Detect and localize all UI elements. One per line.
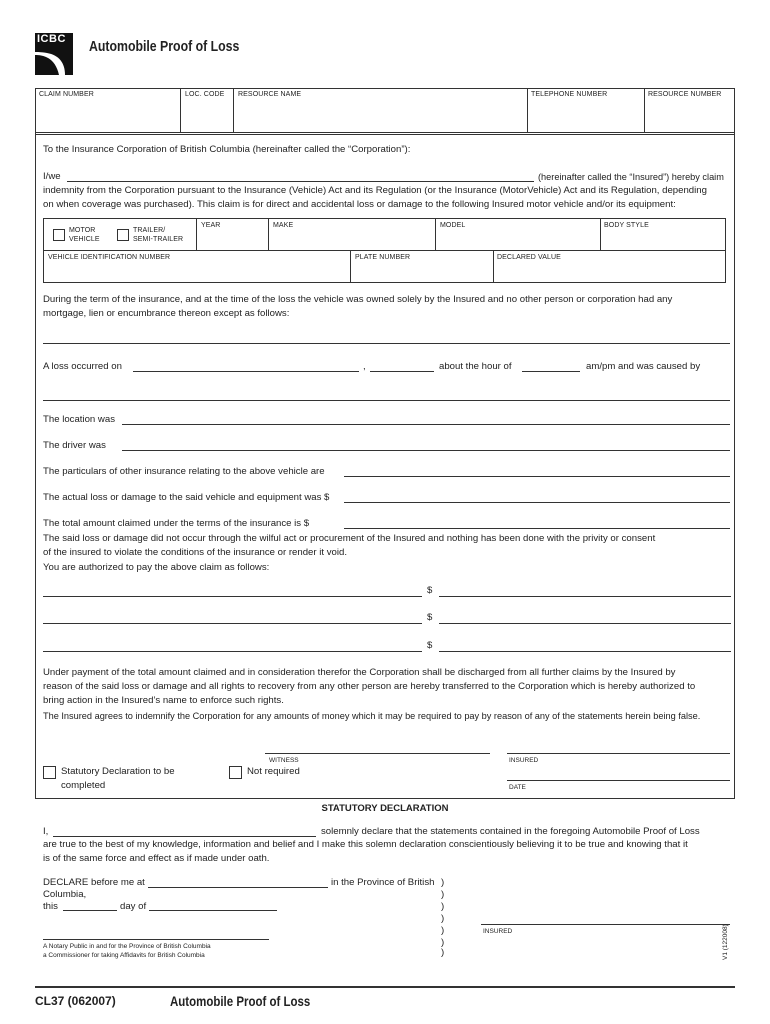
- paren-3: ): [441, 901, 445, 912]
- vin-label: VEHICLE IDENTIFICATION NUMBER: [48, 254, 171, 261]
- logo-swoosh-icon: [35, 45, 73, 75]
- body-style-label: BODY STYLE: [604, 222, 649, 229]
- wilful-line1: The said loss or damage did not occur through the wilful act or procurement of the Insured and nothing has been done with the privity or consent: [43, 533, 656, 544]
- paren-5: ): [441, 925, 445, 936]
- version-code: V1 (122008): [722, 924, 729, 960]
- plate-label: PLATE NUMBER: [355, 254, 411, 261]
- loss-comma: ,: [363, 361, 366, 372]
- loss-hour-field[interactable]: [522, 371, 580, 372]
- icbc-logo: [35, 33, 73, 75]
- payee-2-dollar: $: [427, 612, 433, 623]
- stat-decl-checkbox[interactable]: [43, 766, 56, 779]
- intro-para-line3: on when coverage was purchased). This claim is for direct and accidental loss or damage to the following Insured motor vehicle and/or its equipment:: [43, 199, 676, 210]
- statutory-heading: STATUTORY DECLARATION: [321, 803, 449, 814]
- stat-insured-label: INSURED: [483, 928, 513, 935]
- loss-occurred-label: A loss occurred on: [43, 361, 122, 372]
- loc-code-label: LOC. CODE: [185, 91, 225, 98]
- stat-line2: are true to the best of my knowledge, information and belief and I make this solemn declaration conscientiously believing it to be true and knowing that it: [43, 839, 688, 850]
- location-field[interactable]: [122, 424, 730, 425]
- day-field[interactable]: [63, 910, 117, 911]
- location-label: The location was: [43, 414, 115, 425]
- insured-signature-line[interactable]: [507, 753, 730, 754]
- encumbrance-field[interactable]: [43, 343, 730, 344]
- iwe-field[interactable]: [67, 181, 534, 182]
- loss-date-field[interactable]: [133, 371, 359, 372]
- make-label: MAKE: [273, 222, 294, 229]
- payee-1-amount[interactable]: [439, 596, 731, 597]
- header-box-top: [35, 88, 734, 89]
- logo-text: ICBC: [37, 33, 66, 45]
- iwe-tail: (hereinafter called the “Insured”) hereby claim: [538, 172, 724, 182]
- telephone-number-label: TELEPHONE NUMBER: [531, 91, 608, 98]
- trailer-label-1: TRAILER/: [133, 227, 166, 234]
- stat-i-label: I,: [43, 826, 49, 837]
- paren-7: ): [441, 947, 445, 958]
- payment-line3: bring action in the Insured’s name to enforce such rights.: [43, 695, 284, 706]
- payment-line4: The Insured agrees to indemnify the Corporation for any amounts of money which it may be required to pay by reason of any of the statements herein being false.: [43, 711, 701, 721]
- paren-6: ): [441, 937, 445, 948]
- resource-number-label: RESOURCE NUMBER: [648, 91, 722, 98]
- wilful-line2: of the insured to violate the conditions of the insurance or render it void.: [43, 547, 347, 558]
- witness-signature-line[interactable]: [265, 753, 490, 754]
- trailer-label-2: SEMI-TRAILER: [133, 236, 184, 243]
- not-required-label: Not required: [247, 766, 300, 777]
- driver-field[interactable]: [122, 450, 730, 451]
- payee-3-field[interactable]: [43, 651, 422, 652]
- authorized-line: You are authorized to pay the above claim as follows:: [43, 562, 270, 573]
- witness-label: WITNESS: [269, 757, 299, 764]
- header-title: Automobile Proof of Loss: [89, 38, 240, 55]
- this-label: this: [43, 901, 58, 912]
- ownership-line1: During the term of the insurance, and at the time of the loss the vehicle was owned solely by the Insured and no other person or corporation had any: [43, 294, 673, 305]
- footer-title: Automobile Proof of Loss: [170, 993, 311, 1009]
- form-code: CL37 (062007): [35, 994, 116, 1008]
- total-claimed-field[interactable]: [344, 528, 730, 529]
- notary-signature-line[interactable]: [43, 939, 269, 940]
- notary-label-2: a Commissioner for taking Affidavits for British Columbia: [43, 952, 205, 959]
- motor-label-1: MOTOR: [69, 227, 96, 234]
- declared-value-label: DECLARED VALUE: [497, 254, 561, 261]
- total-claimed-label: The total amount claimed under the terms of the insurance is $: [43, 518, 310, 529]
- stat-insured-signature-line[interactable]: [481, 924, 730, 925]
- month-year-field[interactable]: [149, 910, 277, 911]
- trailer-checkbox[interactable]: [117, 229, 129, 241]
- declarant-name-field[interactable]: [53, 836, 316, 837]
- insured-label: INSURED: [509, 757, 539, 764]
- date-line[interactable]: [507, 780, 730, 781]
- declare-before-label: DECLARE before me at: [43, 877, 145, 888]
- year-label: YEAR: [201, 222, 221, 229]
- payee-3-amount[interactable]: [439, 651, 731, 652]
- about-hour-label: about the hour of: [439, 361, 512, 372]
- payee-3-dollar: $: [427, 640, 433, 651]
- date-label: DATE: [509, 784, 526, 791]
- payee-2-amount[interactable]: [439, 623, 731, 624]
- stat-line3: is of the same force and effect as if made under oath.: [43, 853, 270, 864]
- ampm-label: am/pm and was caused by: [586, 361, 701, 372]
- not-required-checkbox[interactable]: [229, 766, 242, 779]
- motor-vehicle-checkbox[interactable]: [53, 229, 65, 241]
- paren-4: ): [441, 913, 445, 924]
- intro-para-line2: indemnity from the Corporation pursuant to the Insurance (Vehicle) Act and its Regulation (or the Insurance (MotorVehicle) Act and its Regulation, depending: [43, 185, 707, 196]
- iwe-label: I/we: [43, 171, 61, 182]
- paren-2: ): [441, 889, 445, 900]
- in-province-label: in the Province of British: [331, 877, 435, 888]
- payee-1-dollar: $: [427, 585, 433, 596]
- ownership-line2: mortgage, lien or encumbrance thereon except as follows:: [43, 308, 290, 319]
- intro-to-line: To the Insurance Corporation of British Columbia (hereinafter called the “Corporation”):: [43, 144, 411, 155]
- paren-1: ): [441, 877, 445, 888]
- stat-decl-label-1: Statutory Declaration to be: [61, 766, 175, 777]
- particulars-label: The particulars of other insurance relating to the above vehicle are: [43, 466, 325, 477]
- payee-2-field[interactable]: [43, 623, 422, 624]
- stat-decl-label-2: completed: [61, 780, 106, 791]
- driver-label: The driver was: [43, 440, 106, 451]
- declare-place-field[interactable]: [148, 887, 328, 888]
- notary-label-1: A Notary Public in and for the Province of British Columbia: [43, 943, 211, 950]
- particulars-field[interactable]: [344, 476, 730, 477]
- actual-loss-label: The actual loss or damage to the said vehicle and equipment was $: [43, 492, 330, 503]
- claim-number-label: CLAIM NUMBER: [39, 91, 94, 98]
- model-label: MODEL: [440, 222, 466, 229]
- day-of-label: day of: [120, 901, 147, 912]
- payee-1-field[interactable]: [43, 596, 422, 597]
- columbia-label: Columbia,: [43, 889, 87, 900]
- actual-loss-field[interactable]: [344, 502, 730, 503]
- motor-label-2: VEHICLE: [69, 236, 100, 243]
- solemnly-text: solemnly declare that the statements contained in the foregoing Automobile Proof of Loss: [321, 826, 700, 837]
- payment-line1: Under payment of the total amount claimed and in consideration therefor the Corporation shall be discharged from all further claims by the Insured by: [43, 667, 676, 678]
- loss-year-field[interactable]: [370, 371, 434, 372]
- loss-cause-field[interactable]: [43, 400, 730, 401]
- payment-line2: reason of the said loss or damage and all rights to recovery from any other person are hereby transferred to the Corporation which is hereby authorized to: [43, 681, 696, 692]
- resource-name-label: RESOURCE NAME: [238, 91, 302, 98]
